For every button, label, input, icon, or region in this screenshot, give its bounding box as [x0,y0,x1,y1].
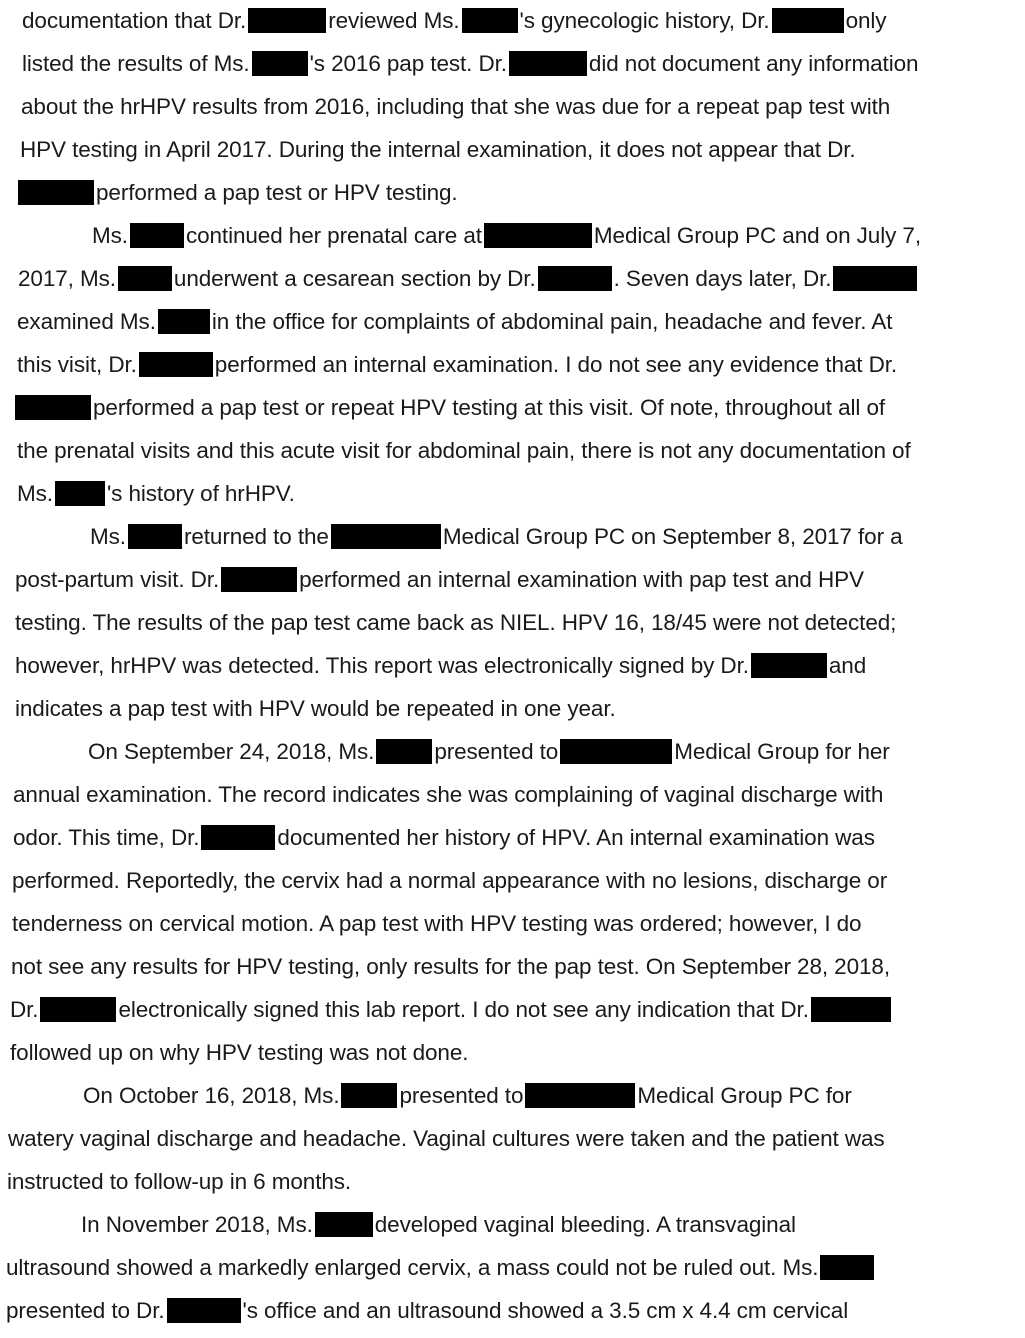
text-segment: presented to [434,739,559,764]
redaction-box [820,1255,874,1280]
text-line [13,825,875,851]
redaction-box [751,653,827,678]
text-segment: listed the results of Ms. [22,51,250,76]
text-line [83,1083,852,1109]
text-segment: performed a pap test or HPV testing. [96,180,458,205]
text-segment: in the office for complaints of abdominal pain, headache and fever. At [211,309,893,334]
text-segment: 2017, Ms. [18,266,116,291]
text-segment: Medical Group PC on September 8, 2017 for a [442,524,903,549]
redaction-box [772,8,844,33]
text-line [21,94,890,120]
text-segment: the prenatal visits and this acute visit for abdominal pain, there is not any documentation of [17,438,911,463]
text-segment: 's gynecologic history, Dr. [519,8,770,33]
text-line [10,997,893,1023]
text-line [17,352,897,378]
text-segment: 's office and an ultrasound showed a 3.5 cm x 4.4 cm cervical [242,1298,849,1323]
text-segment: however, hrHPV was detected. This report was electronically signed by Dr. [15,653,749,678]
text-segment: On October 16, 2018, Ms. [83,1083,340,1108]
text-line [18,266,919,292]
text-segment: performed an internal examination with pap test and HPV [299,567,864,592]
text-line [90,524,903,550]
redaction-box [538,266,612,291]
text-line [10,1040,468,1066]
text-segment: reviewed Ms. [328,8,460,33]
text-segment: followed up on why HPV testing was not done. [10,1040,469,1065]
redaction-box [509,51,587,76]
text-line [8,1126,885,1152]
text-segment: only [845,8,887,33]
redaction-box [252,51,308,76]
text-segment: performed a pap test or repeat HPV testing at this visit. Of note, throughout all of [93,395,886,420]
text-line [6,1298,848,1324]
text-segment: presented to Dr. [6,1298,165,1323]
text-segment: performed an internal examination. I do not see any evidence that Dr. [214,352,898,377]
text-line [6,1255,876,1281]
redaction-box [525,1083,635,1108]
text-line [22,51,918,77]
text-segment: about the hrHPV results from 2016, including that she was due for a repeat pap test with [21,94,891,119]
text-segment: indicates a pap test with HPV would be repeated in one year. [15,696,616,721]
redaction-box [18,180,94,205]
text-segment: Ms. [90,524,126,549]
redaction-box [158,309,210,334]
redaction-box [40,997,116,1022]
text-segment: Ms. [92,223,128,248]
text-segment: and [828,653,867,678]
redaction-box [341,1083,397,1108]
text-segment: this visit, Dr. [17,352,137,377]
text-segment: Medical Group PC and on July 7, [593,223,921,248]
redaction-box [118,266,172,291]
text-segment: In November 2018, Ms. [81,1212,313,1237]
text-segment: post-partum visit. Dr. [15,567,220,592]
text-segment: odor. This time, Dr. [13,825,200,850]
text-line [15,567,864,593]
text-segment: Dr. [10,997,39,1022]
text-segment: . Seven days later, Dr. [613,266,832,291]
redaction-box [484,223,592,248]
text-line [15,653,866,679]
text-line [12,911,861,937]
text-segment: performed. Reportedly, the cervix had a normal appearance with no lesions, discharge or [12,868,888,893]
redaction-box [130,223,184,248]
text-line [17,438,911,464]
text-line [88,739,890,765]
redaction-box [248,8,326,33]
redaction-box [811,997,891,1022]
text-line [12,868,887,894]
text-segment: Medical Group PC for [637,1083,852,1108]
text-line [92,223,921,249]
text-line [18,180,458,206]
redaction-box [128,524,182,549]
text-line [11,954,890,980]
text-segment: presented to [399,1083,524,1108]
text-segment: not see any results for HPV testing, only results for the pap test. On September 28, 2018, [11,954,890,979]
text-line [15,696,616,722]
text-segment: tenderness on cervical motion. A pap test with HPV testing was ordered; however, I do [12,911,862,936]
text-line [17,481,295,507]
text-segment: watery vaginal discharge and headache. Vaginal cultures were taken and the patient was [8,1126,885,1151]
text-line [20,137,856,163]
text-segment: Ms. [17,481,53,506]
redaction-box [331,524,441,549]
text-segment: underwent a cesarean section by Dr. [173,266,536,291]
text-segment: Medical Group for her [674,739,890,764]
redaction-box [55,481,105,506]
text-line [81,1212,796,1238]
text-line [7,1169,351,1195]
text-segment: electronically signed this lab report. I do not see any indication that Dr. [118,997,809,1022]
text-line [15,610,896,636]
redaction-box [462,8,518,33]
redaction-box [221,567,297,592]
redaction-box [201,825,275,850]
text-segment: returned to the [183,524,329,549]
redaction-box [560,739,672,764]
redaction-box [833,266,917,291]
text-segment: ultrasound showed a markedly enlarged cervix, a mass could not be ruled out. Ms. [6,1255,819,1280]
text-line [13,782,883,808]
text-segment: documented her history of HPV. An internal examination was [277,825,875,850]
text-line [22,8,886,34]
redaction-box [315,1212,373,1237]
redaction-box [139,352,213,377]
text-segment: did not document any information [588,51,919,76]
redaction-box [376,739,432,764]
text-segment: continued her prenatal care at [185,223,482,248]
text-segment: examined Ms. [17,309,156,334]
redaction-box [167,1298,241,1323]
text-segment: 's 2016 pap test. Dr. [309,51,507,76]
text-segment: documentation that Dr. [22,8,247,33]
text-segment: 's history of hrHPV. [106,481,295,506]
redaction-box [15,395,91,420]
text-segment: testing. The results of the pap test came back as NIEL. HPV 16, 18/45 were not detected; [15,610,897,635]
text-segment: developed vaginal bleeding. A transvaginal [374,1212,796,1237]
text-segment: On September 24, 2018, Ms. [88,739,375,764]
text-line [15,395,885,421]
text-segment: annual examination. The record indicates she was complaining of vaginal discharge with [13,782,884,807]
text-segment: HPV testing in April 2017. During the internal examination, it does not appear that Dr. [20,137,856,162]
text-line [17,309,892,335]
text-segment: instructed to follow-up in 6 months. [7,1169,352,1194]
